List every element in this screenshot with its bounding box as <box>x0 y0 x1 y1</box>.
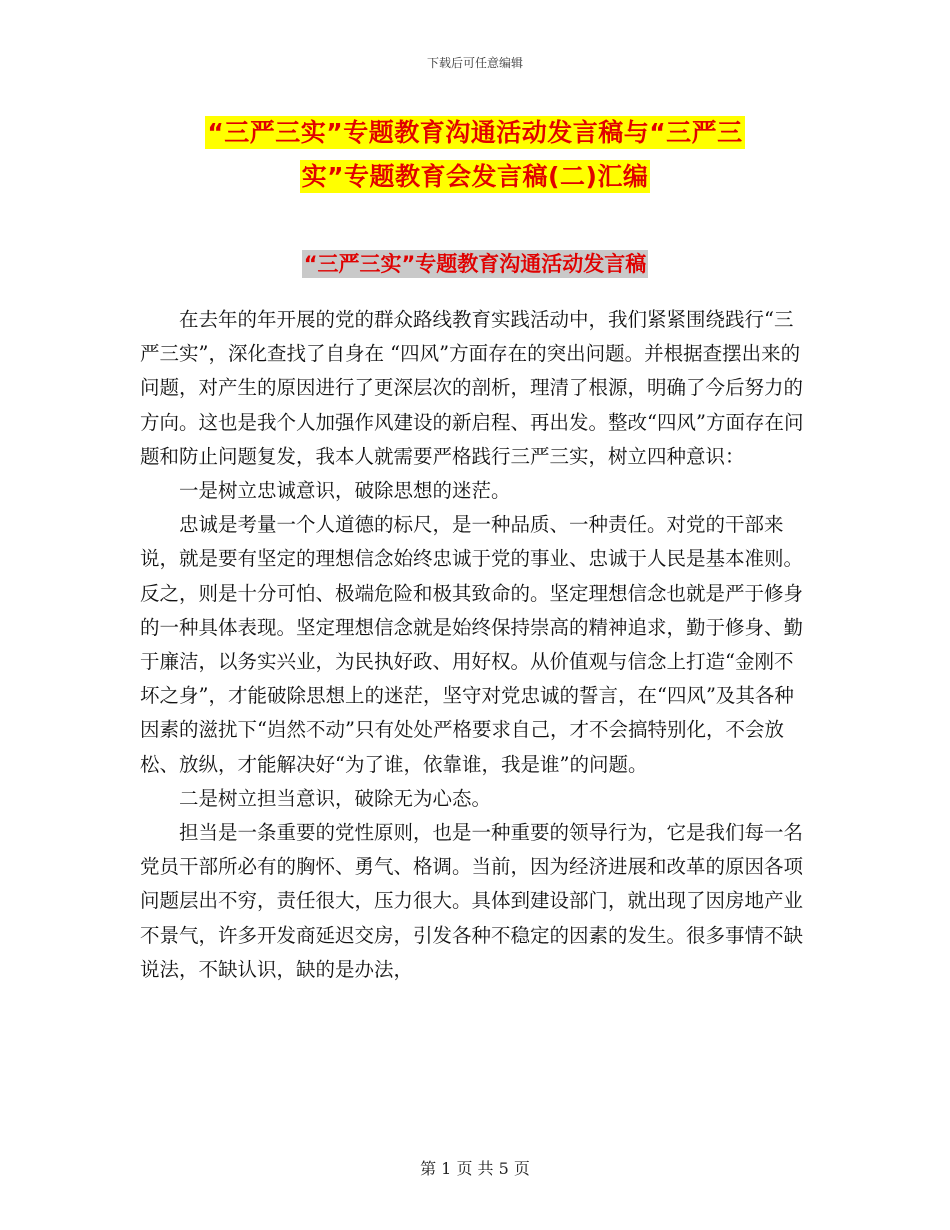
page-footer: 第 1 页 共 5 页 <box>420 1159 530 1178</box>
section-title <box>0 248 950 278</box>
paragraph: 二是树立担当意识，破除无为心态。 <box>179 786 492 810</box>
paragraph: 忠诚是考量一个人道德的标尺，是一种品质、一种责任。对党的干部来说，就是要有坚定的理想信念始终忠诚于党的事业、忠诚于人民是基本准则。反之，则是十分可怕、极端危险和极其致命的。坚定理想信念也就是严于修身的一种具体表现。坚定理想信念就是始终保持崇高的精神追求，勤于修身、勤于廉洁，以务实兴业，为民执好政、用好权。从价值观与信念上打造“金刚不坏之身”，才能破除思想上的迷茫，坚守对党忠诚的誓言，在“四风”及其各种因素的滋扰下“岿然不动”只有处处严格要求自己，才不会搞特别化，不会放松、放纵，才能解决好“为了谁，依靠谁，我是谁”的问题。 <box>140 513 804 776</box>
paragraph: 担当是一条重要的党性原则，也是一种重要的领导行为，它是我们每一名党员干部所必有的胸怀、勇气、格调。当前，因为经济进展和改革的原因各项问题层出不穷，责任很大，压力很大。具体到建设部门，就出现了因房地产业不景气，许多开发商延迟交房，引发各种不稳定的因素的发生。很多事情不缺说法，不缺认识，缺的是办法， <box>140 821 804 981</box>
document-title-text-1: “三严三实”专题教育沟通活动发言稿与“三严三 <box>207 118 743 147</box>
document-title-text-2: 实”专题教育会发言稿(二)汇编 <box>301 162 649 191</box>
paragraph: 在去年的年开展的党的群众路线教育实践活动中，我们紧紧围绕践行“三严三实”，深化查找了自身在 “四风”方面存在的突出问题。并根据查摆出来的问题，对产生的原因进行了更深层次的剖析，理清了根源，明确了今后努力的方向。这也是我个人加强作风建设的新启程、再出发。整改“四风”方面存在问题和防止问题复发，我本人就需要严格践行三严三实，树立四种意识： <box>140 308 804 468</box>
header-note: 下载后可任意编辑 <box>426 56 523 70</box>
section-title-text: “三严三实”专题教育沟通活动发言稿 <box>303 252 647 276</box>
document-title-line-2 <box>0 157 950 193</box>
document-body <box>140 303 810 987</box>
document-title-line-1 <box>0 113 950 149</box>
paragraph: 一是树立忠诚意识，破除思想的迷茫。 <box>179 479 511 503</box>
